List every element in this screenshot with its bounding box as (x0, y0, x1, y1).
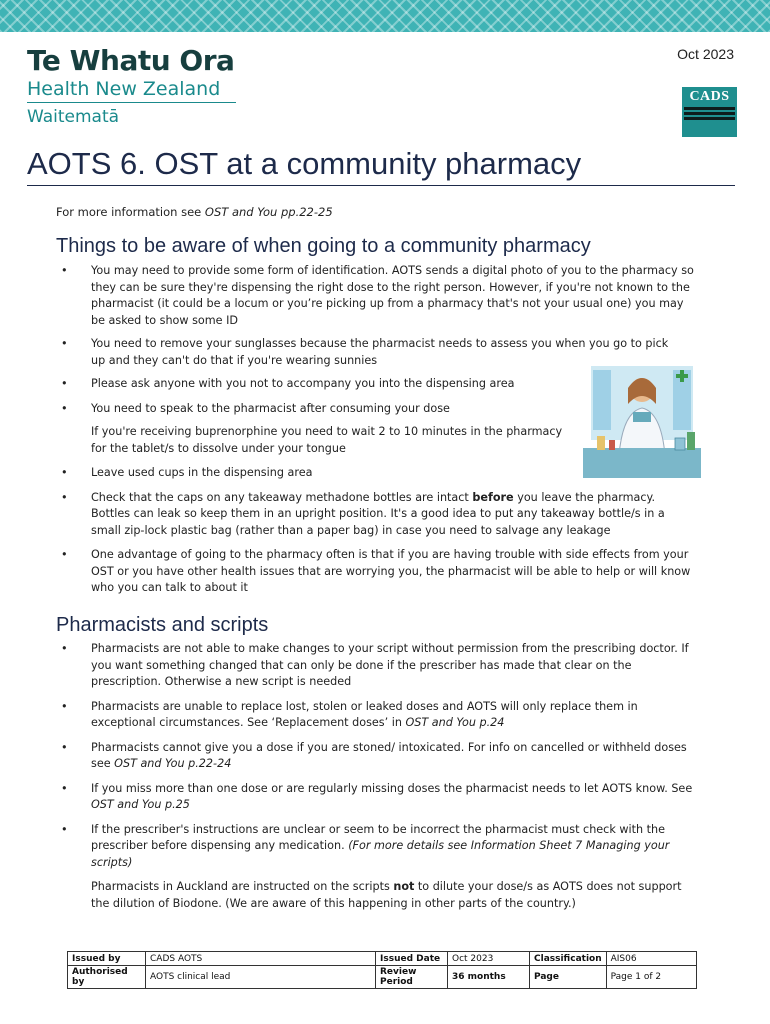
scripts-list (56, 641, 696, 912)
list-item: • Pharmacists cannot give you a dose if you are stoned/ intoxicated. For info on cancelled or withheld doses see OST and You p.22-24 (56, 740, 696, 773)
table-cell: Classification (530, 952, 607, 966)
list-item: • You need to speak to the pharmacist after consuming your dose (56, 401, 556, 418)
table-cell: AIS06 (606, 952, 696, 966)
scripts-note: Pharmacists in Auckland are instructed on the scripts not to dilute your dose/s as AOTS does not support the dilution of Biodone. (We are aware of this happening in other parts of the country.) (91, 880, 682, 910)
org-logo-name: Te Whatu Ora (27, 44, 235, 77)
logo-divider (27, 102, 236, 103)
list-item: • Please ask anyone with you not to accompany you into the dispensing area (56, 376, 556, 393)
table-cell: Page 1 of 2 (606, 966, 696, 989)
table-cell: 36 months (448, 966, 530, 989)
list-item: • You may need to provide some form of identification. AOTS sends a digital photo of you to the pharmacy so they can be sure they're dispensing the right dose to the right person. However, if you're not known to the pharmacist (it could be a locum or you’re picking up from a pharmacy that's not your usual one) you may be asked to show some ID (56, 263, 696, 329)
list-item: • One advantage of going to the pharmacy often is that if you are having trouble with side effects from your OST or you have other health issues that are worrying you, the pharmacist will be able to help or will know who you can talk to about it (56, 547, 696, 597)
list-item: • Check that the caps on any takeaway methadone bottles are intact before you leave the pharmacy. Bottles can leak so keep them in an upright position. It's a good idea to put any takeaway bottle/s in a small zip-lock plastic bag (rather than a paper bag) in case you need to salvage any leakage (56, 490, 696, 540)
org-logo-subtitle: Health New Zealand (27, 78, 221, 100)
table-row (68, 952, 697, 966)
table-cell: CADS AOTS (146, 952, 376, 966)
org-logo-region: Waitematā (27, 107, 120, 127)
table-cell: Oct 2023 (448, 952, 530, 966)
table-cell: Issued Date (376, 952, 448, 966)
section-heading-scripts: Pharmacists and scripts (56, 614, 269, 636)
list-item: • If the prescriber's instructions are unclear or seem to be incorrect the pharmacist must check with the prescriber before dispensing any medication. (For more details see Information Sheet 7 Managing your scripts) (56, 822, 696, 872)
list-item-continuation: If you're receiving buprenorphine you need to wait 2 to 10 minutes in the pharmacy for the tablet/s to dissolve under your tongue (91, 425, 563, 455)
list-item: • You need to remove your sunglasses because the pharmacist needs to assess you when you go to pick up and they can't do that if you're wearing sunnies (56, 336, 676, 369)
table-cell: Page (530, 966, 607, 989)
cads-logo (682, 87, 737, 137)
title-divider (27, 185, 735, 186)
section-heading-awareness: Things to be aware of when going to a community pharmacy (56, 235, 591, 257)
table-cell: Review Period (376, 966, 448, 989)
intro-text: For more information see OST and You pp.22-25 (56, 205, 333, 219)
table-row (68, 966, 697, 989)
page-title: AOTS 6. OST at a community pharmacy (27, 146, 582, 181)
table-cell: Authorised by (68, 966, 146, 989)
cads-logo-text: CADS (689, 89, 730, 104)
table-cell: Issued by (68, 952, 146, 966)
list-item: • Pharmacists are not able to make changes to your script without permission from the prescribing doctor. If you want something changed that can only be done if the prescriber has made that clear on the prescription. Otherwise a new script is needed (56, 641, 696, 691)
table-cell: AOTS clinical lead (146, 966, 376, 989)
list-item: • Pharmacists are unable to replace lost, stolen or leaked doses and AOTS will only replace them in exceptional circumstances. See ‘Replacement doses’ in OST and You p.24 (56, 699, 696, 732)
decorative-pattern-band (0, 0, 770, 32)
list-item: • Leave used cups in the dispensing area (56, 465, 556, 482)
document-date: Oct 2023 (677, 46, 734, 62)
pharmacist-illustration (583, 360, 701, 478)
document-control-table (67, 951, 697, 989)
list-item: • If you miss more than one dose or are regularly missing doses the pharmacist needs to let AOTS know. See OST and You p.25 (56, 781, 696, 814)
